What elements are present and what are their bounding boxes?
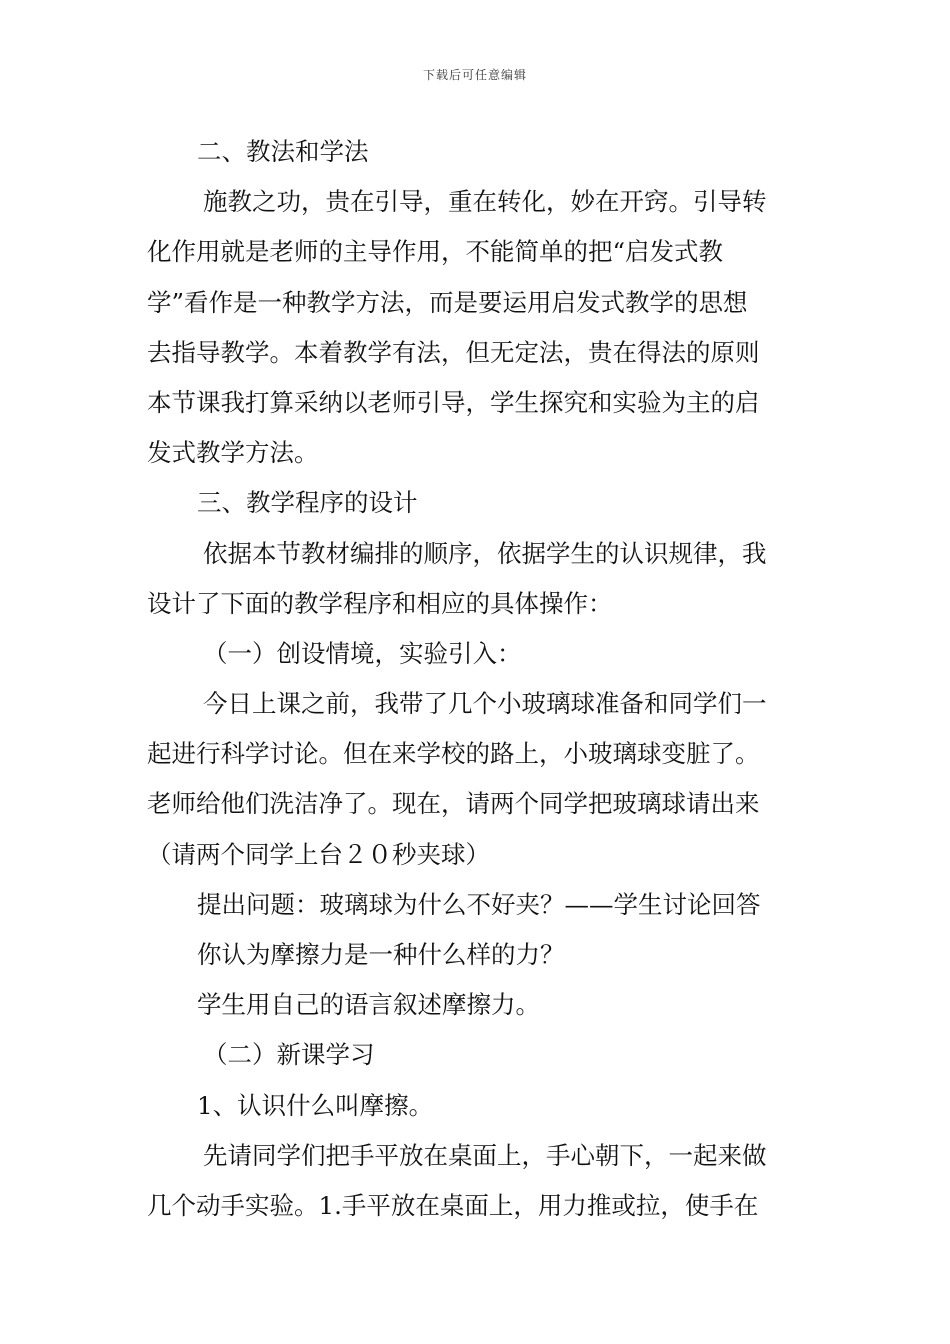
paragraph-line: 提出问题：玻璃球为什么不好夹？——学生讨论回答: [197, 889, 761, 919]
section-heading-teaching-methods: 二、教法和学法: [197, 137, 369, 166]
subsection-heading: （一）创设情境，实验引入：: [203, 638, 522, 668]
subsection-heading: （二）新课学习: [203, 1040, 375, 1070]
paragraph-line: 化作用就是老师的主导作用，不能简单的把“启发式教: [147, 237, 724, 267]
paragraph-line: 学”看作是一种教学方法，而是要运用启发式教学的思想: [147, 287, 748, 317]
paragraph-line: 本节课我打算采纳以老师引导，学生探究和实验为主的启: [147, 387, 760, 417]
section-heading-teaching-procedure: 三、教学程序的设计: [197, 488, 418, 518]
paragraph-line: 今日上课之前，我带了几个小玻璃球准备和同学们一: [203, 689, 767, 719]
paragraph-line: 老师给他们洗洁净了。现在，请两个同学把玻璃球请出来: [147, 789, 760, 819]
paragraph-line: 先请同学们把手平放在桌面上，手心朝下，一起来做: [203, 1140, 767, 1170]
paragraph-line: 施教之功，贵在引导，重在转化，妙在开窍。引导转: [203, 187, 767, 217]
paragraph-line: 起进行科学讨论。但在来学校的路上，小玻璃球变脏了。: [147, 739, 760, 769]
paragraph-line: 依据本节教材编排的顺序，依据学生的认识规律，我: [203, 538, 767, 568]
page-header: 下载后可任意编辑: [422, 68, 527, 82]
numbered-item: 1、认识什么叫摩擦。: [197, 1090, 434, 1120]
paragraph-line: 你认为摩擦力是一种什么样的力？: [197, 940, 565, 969]
paragraph-line: 去指导教学。本着教学有法，但无定法，贵在得法的原则: [147, 337, 760, 367]
paragraph-line: 设计了下面的教学程序和相应的具体操作：: [147, 588, 613, 618]
paragraph-line: 学生用自己的语言叙述摩擦力。: [197, 990, 540, 1020]
paragraph-line: 几个动手实验。1.手平放在桌面上，用力推或拉，使手在: [147, 1190, 759, 1220]
document-body: [147, 127, 807, 1231]
paragraph-line: （请两个同学上台２０秒夹球）: [147, 839, 490, 869]
paragraph-line: 发式教学方法。: [147, 438, 319, 468]
